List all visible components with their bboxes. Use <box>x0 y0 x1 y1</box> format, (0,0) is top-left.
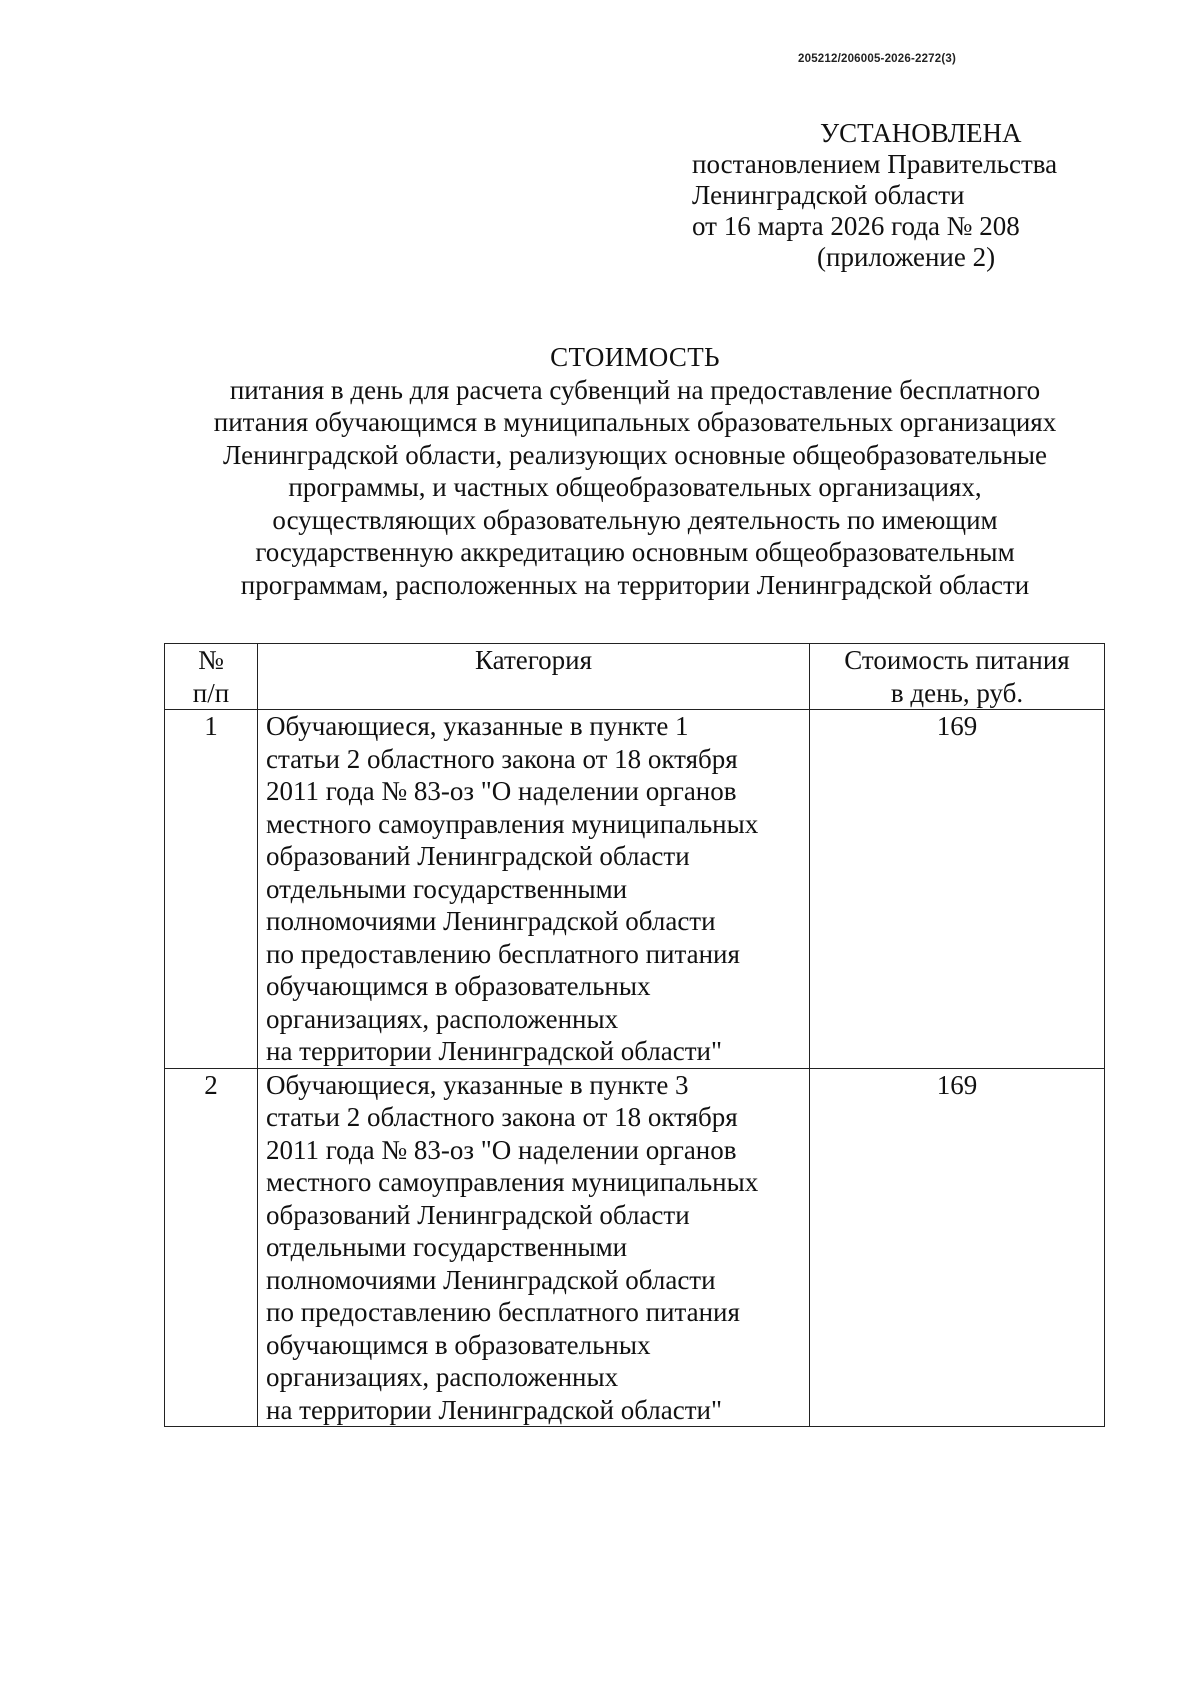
category-line: местного самоуправления муниципальных <box>266 1167 759 1197</box>
category-line: статьи 2 областного закона от 18 октября <box>266 1102 738 1132</box>
title-line: питания в день для расчета субвенций на предоставление бесплатного <box>229 374 1041 405</box>
category-line: отдельными государственными <box>266 1232 628 1262</box>
category-line: по предоставлению бесплатного питания <box>266 1297 740 1327</box>
category-line: полномочиями Ленинградской области <box>266 906 716 936</box>
category-line: на территории Ленинградской области" <box>266 1394 722 1425</box>
header-num <box>165 644 258 710</box>
approval-annex: (приложение 2) <box>817 242 996 272</box>
row-category <box>258 710 810 1069</box>
category-line: образований Ленинградской области <box>266 1199 690 1230</box>
approval-heading: УСТАНОВЛЕНА <box>820 118 1022 148</box>
document-id: 205212/206005-2026-2272(3) <box>798 53 957 65</box>
title-line: осуществляющих образовательную деятельность по имеющим <box>272 504 998 535</box>
table-row <box>165 1068 1105 1427</box>
title-line: государственную аккредитацию основным общеобразовательным <box>255 537 1015 567</box>
row-category <box>258 1068 810 1427</box>
header-category <box>258 644 810 710</box>
category-line: на территории Ленинградской области" <box>266 1036 722 1066</box>
approval-stamp <box>692 118 1057 273</box>
category-line: Обучающиеся, указанные в пункте 1 <box>266 711 689 741</box>
category-line: по предоставлению бесплатного питания <box>266 938 740 969</box>
approval-line: постановлением Правительства <box>692 149 1058 179</box>
title-line: программам, расположенных на территории Ленинградской области <box>240 569 1030 600</box>
category-line: местного самоуправления муниципальных <box>266 808 759 839</box>
title-line: Ленинградской области, реализующих основные общеобразовательные <box>223 439 1047 470</box>
approval-line: от 16 марта 2026 года № 208 <box>692 211 1020 241</box>
document-title <box>120 341 1150 601</box>
category-line: обучающимся в образовательных <box>266 1329 651 1360</box>
row-num: 2 <box>165 1068 258 1427</box>
category-line: статьи 2 областного закона от 18 октября <box>266 743 738 774</box>
row-cost: 169 <box>810 710 1105 1069</box>
title-line: питания обучающимся в муниципальных образовательных организациях <box>213 407 1057 437</box>
header-num-line: № <box>198 645 224 675</box>
category-line: полномочиями Ленинградской области <box>266 1264 716 1295</box>
title-line: программы, и частных общеобразовательных организациях, <box>288 472 982 502</box>
row-num: 1 <box>165 710 258 1069</box>
category-line: отдельными государственными <box>266 873 628 904</box>
title-heading: СТОИМОСТЬ <box>550 342 720 372</box>
category-line: организациях, расположенных <box>266 1362 619 1392</box>
category-line: 2011 года № 83-оз "О наделении органов <box>266 1134 737 1165</box>
category-line: организациях, расположенных <box>266 1003 619 1034</box>
approval-line: Ленинградской области <box>692 180 965 210</box>
table-header-row <box>165 644 1105 710</box>
table-row <box>165 710 1105 1069</box>
category-line: Обучающиеся, указанные в пункте 3 <box>266 1069 689 1100</box>
header-num-line: п/п <box>192 677 230 708</box>
header-category-label: Категория <box>475 645 592 675</box>
header-cost-line: в день, руб. <box>890 677 1024 708</box>
category-line: 2011 года № 83-оз "О наделении органов <box>266 776 737 806</box>
cost-table <box>164 643 1105 1427</box>
row-cost: 169 <box>810 1068 1105 1427</box>
header-cost-line: Стоимость питания <box>844 645 1070 675</box>
header-cost <box>810 644 1105 710</box>
category-line: образований Ленинградской области <box>266 841 690 871</box>
category-line: обучающимся в образовательных <box>266 971 651 1001</box>
